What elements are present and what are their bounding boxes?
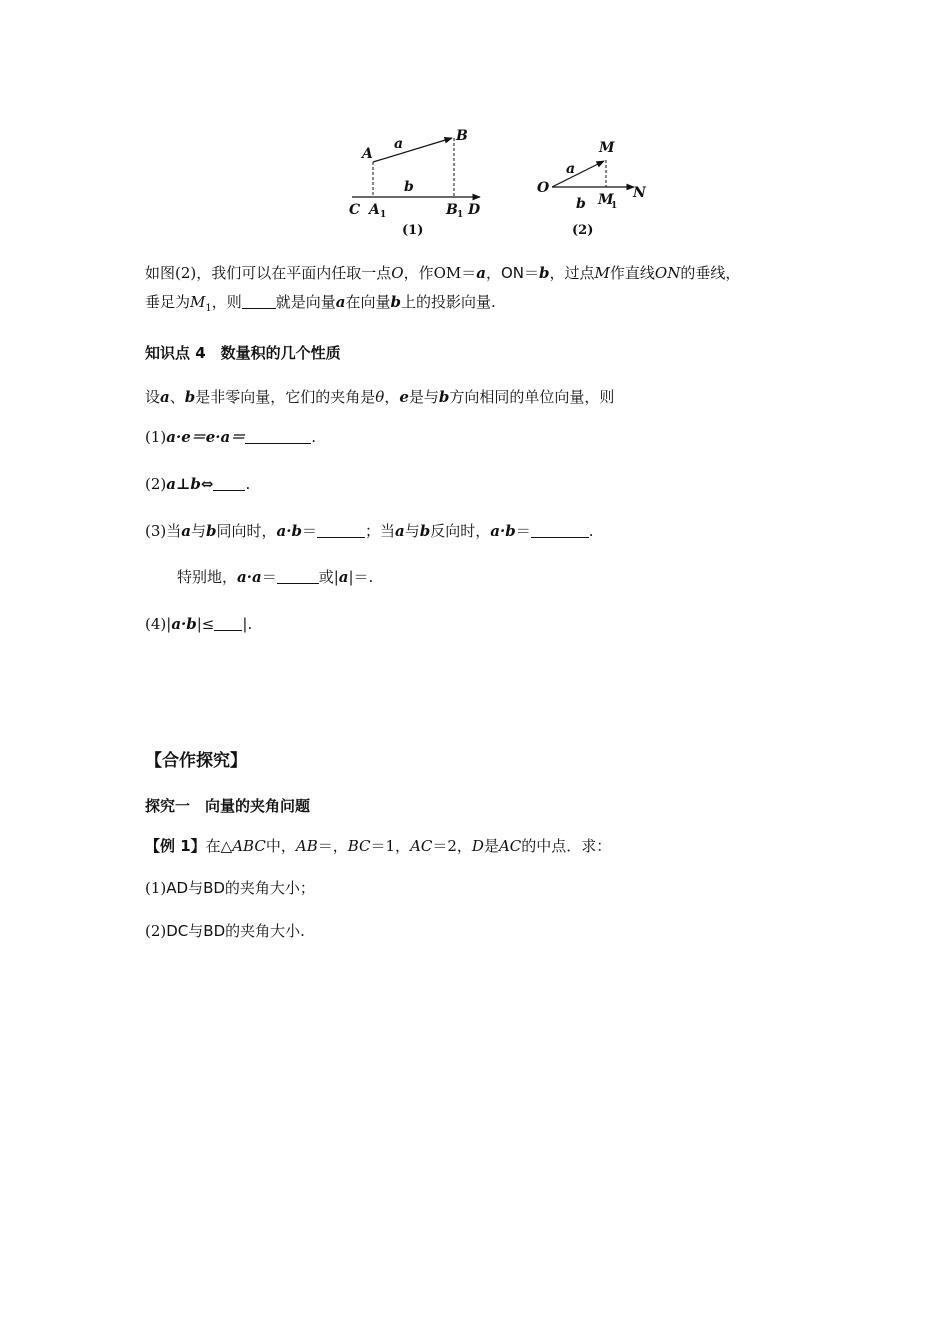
coop-subtitle: 探究一 向量的夹角问题 <box>145 797 311 815</box>
label-N: N <box>633 185 646 201</box>
figure-1 <box>349 128 481 238</box>
figure-2 <box>537 140 647 238</box>
section4-title: 知识点 4 数量积的几个性质 <box>145 344 341 362</box>
label-O: O <box>537 180 550 196</box>
label-a: a <box>394 136 404 152</box>
coop-title: 【合作探究】 <box>145 751 247 771</box>
blank-p3-opposite <box>531 523 589 538</box>
caption-1: (1) <box>402 223 424 238</box>
blank-p2 <box>213 476 245 491</box>
label-D: D <box>468 202 481 218</box>
blank-p1 <box>245 429 311 444</box>
projection-diagram <box>330 120 660 250</box>
label-A: A <box>362 146 373 162</box>
section4-intro: 设a、b是非零向量，它们的夹角是θ，e是与b方向相同的单位向量，则 <box>145 388 615 406</box>
property-3-special: 特别地，a·a＝ 或|a|＝. <box>177 568 374 586</box>
label-M: M <box>599 140 615 156</box>
property-3: (3)当a与b同向时，a·b＝ ；当a与b反向时，a·b＝ . <box>145 522 594 540</box>
label-C: C <box>349 202 361 218</box>
blank-special <box>277 569 319 584</box>
property-2: (2)a⊥b⇔ . <box>145 475 251 493</box>
question-1: (1)AD与BD的夹角大小； <box>145 879 315 897</box>
label-B1-sub: 1 <box>457 210 464 220</box>
property-1: (1)a·e＝e·a＝ . <box>145 428 317 446</box>
example-1: 【例 1】在△ABC中，AB＝，BC＝1，AC＝2，D是AC的中点．求： <box>145 837 612 855</box>
label-A1: A <box>369 202 380 218</box>
label-b: b <box>404 179 414 195</box>
label-B: B <box>456 128 468 144</box>
label-a2: a <box>566 161 576 177</box>
label-M1: M <box>598 192 614 208</box>
para1-line1: 如图(2)，我们可以在平面内任取一点O，作OM＝a，ON＝b，过点M作直线ON的垂线， <box>145 264 741 282</box>
label-b2: b <box>576 196 586 212</box>
vector-om <box>552 161 604 187</box>
blank-p3-same <box>317 523 365 538</box>
caption-2: (2) <box>572 223 594 238</box>
property-4: (4)|a·b|≤ |. <box>145 615 253 633</box>
question-2: (2)DC与BD的夹角大小. <box>145 922 305 940</box>
label-M1-sub: 1 <box>611 201 618 211</box>
projection-blank <box>242 294 276 309</box>
vector-ab <box>373 138 452 162</box>
projection-figure <box>330 120 660 250</box>
label-A1-sub: 1 <box>380 210 387 220</box>
blank-p4 <box>214 616 242 631</box>
para1-line2: 垂足为$M_1$，则 就是向量a在向量b上的投影向量. <box>145 293 496 314</box>
label-B1: B <box>446 202 458 218</box>
